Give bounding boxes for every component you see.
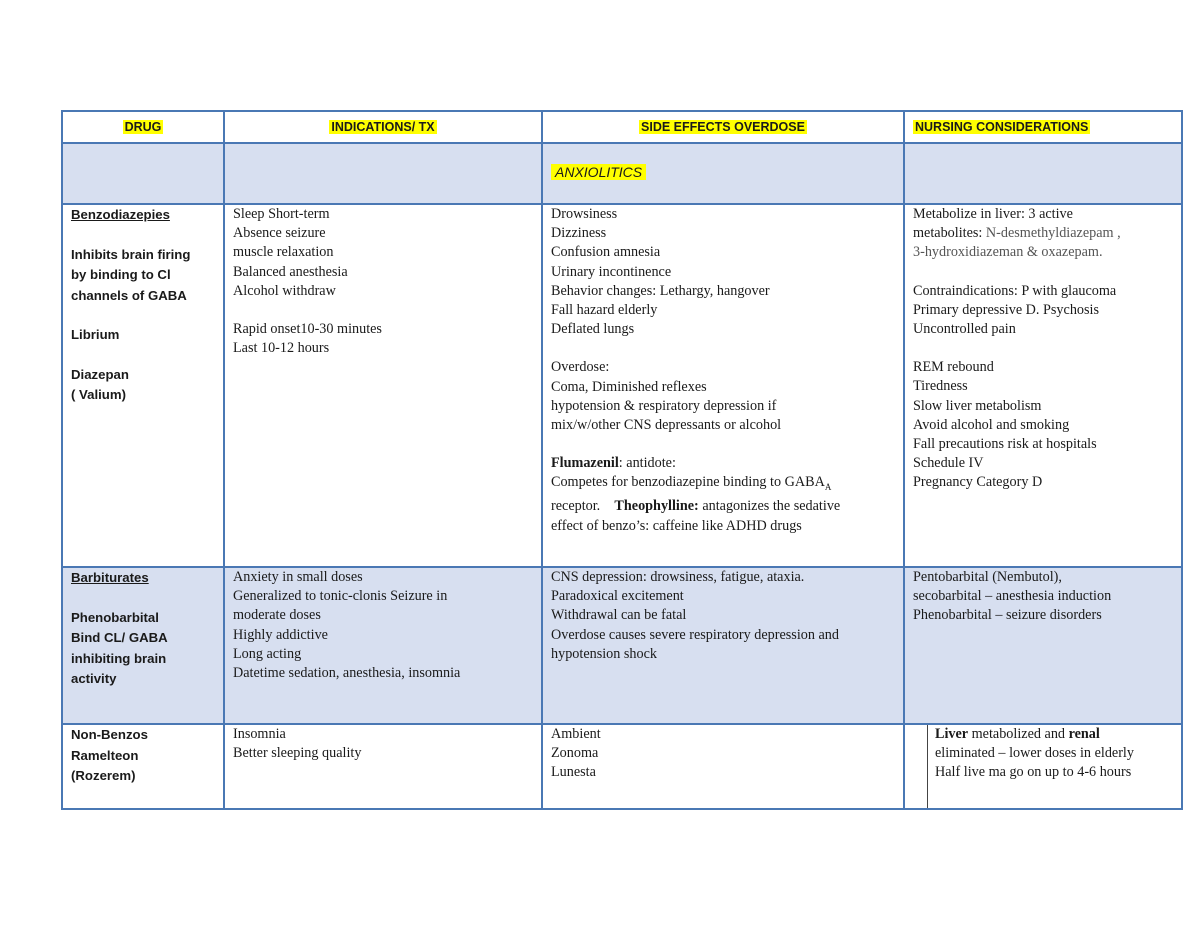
benzo-nursing-line: Avoid alcohol and smoking: [913, 416, 1070, 433]
nonbenzo-side-effect: Ambient: [551, 726, 601, 742]
barbs-nursing-cell: [904, 567, 1182, 724]
header-nursing: [904, 111, 1182, 143]
barbs-side-effect: hypotension shock: [551, 645, 658, 662]
benzo-nursing-line: Uncontrolled pain: [913, 321, 1016, 338]
benzo-drug-line: by binding to Cl: [71, 267, 171, 282]
barbs-indication: Highly addictive: [233, 626, 328, 643]
receptor-line: [551, 497, 895, 516]
flumazenil-text: : antidote:: [618, 455, 676, 472]
benzo-side-effect: Overdose:: [551, 359, 610, 376]
barbs-side-effect: Overdose causes severe respiratory depression and: [551, 626, 839, 643]
barbs-drug-line: inhibiting brain: [71, 650, 167, 666]
nonbenzo-drug-line: (Rozerem): [71, 768, 136, 783]
band-cell-3: [542, 143, 904, 204]
benzo-nursing-line: 3-hydroxidiazeman & oxazepam.: [913, 244, 1103, 261]
benzo-side-effect: hypotension & respiratory depression if: [551, 397, 777, 414]
competes-line: [551, 473, 895, 497]
flumazenil-label: Flumazenil: [551, 455, 619, 472]
barbs-drug-line: [71, 589, 215, 608]
barbs-drug-line: Bind CL/ GABA: [71, 630, 168, 645]
benzo-nursing-line: [913, 224, 1173, 243]
barbs-side-effect: CNS depression: drowsiness, fatigue, ataxia.: [551, 569, 805, 585]
section-band-row: [62, 143, 1182, 204]
table-row-non-benzos: [62, 724, 1182, 809]
competes-text: Competes for benzodiazepine binding to GABA: [551, 474, 825, 491]
table-row-barbiturates: [62, 567, 1182, 724]
benzo-drug-line: Librium: [71, 327, 120, 342]
theophylline-label: Theophylline:: [614, 498, 699, 515]
benzo-drug-line: Benzodiazepies: [71, 207, 170, 222]
nonbenzo-drug-line: Ramelteon: [71, 747, 139, 763]
table-row-benzodiazepines: [62, 204, 1182, 567]
header-row: [62, 111, 1182, 143]
header-nursing-label: NURSING CONSIDERATIONS: [915, 120, 1089, 134]
benzo-drug-line: Diazepan: [71, 366, 129, 382]
barbs-indication: moderate doses: [233, 607, 321, 624]
barbs-side-effects-cell: [542, 567, 904, 724]
nonbenzo-nursing-cell: [904, 724, 1182, 809]
metabolites-label: metabolites:: [913, 225, 986, 242]
nonbenzo-side-effects-cell: [542, 724, 904, 809]
barbs-indication: Long acting: [233, 645, 302, 662]
benzo-side-effect: mix/w/other CNS depressants or alcohol: [551, 417, 782, 434]
benzo-indication: [233, 301, 533, 320]
band-cell-2: [224, 143, 542, 204]
barbs-indications-cell: [224, 567, 542, 724]
barbs-drug-line: Phenobarbital: [71, 609, 159, 625]
nonbenzo-indication: Insomnia: [233, 726, 286, 742]
benzo-indication: Rapid onset10-30 minutes: [233, 321, 382, 338]
gaba-subscript: A: [824, 482, 832, 493]
benzo-indication: Absence seizure: [233, 225, 326, 242]
benzo-nursing-line: Slow liver metabolism: [913, 397, 1042, 414]
renal-label: renal: [1068, 726, 1100, 742]
nonbenzo-indication: Better sleeping quality: [233, 745, 362, 762]
benzo-nursing-line: REM rebound: [913, 359, 994, 376]
barbs-indication: Datetime sedation, anesthesia, insomnia: [233, 665, 461, 682]
benzo-side-effect: [551, 339, 895, 358]
benzo-nursing-line: Metabolize in liver: 3 active: [913, 206, 1073, 222]
nonbenzo-indications-cell: [224, 724, 542, 809]
benzo-side-effect: Drowsiness: [551, 206, 618, 222]
nonbenzo-side-effect: Zonoma: [551, 745, 599, 762]
flumazenil-line: [551, 454, 895, 473]
barbs-nursing-line: Phenobarbital – seizure disorders: [913, 607, 1102, 624]
benzo-indication: Balanced anesthesia: [233, 263, 348, 280]
benzo-side-effect: Dizziness: [551, 225, 607, 242]
header-indications: [224, 111, 542, 143]
benzo-indication: Sleep Short-term: [233, 206, 330, 222]
benzo-side-effects-cell: [542, 204, 904, 567]
benzo-drug-line: [71, 226, 215, 245]
benzo-drug-line: Inhibits brain firing: [71, 246, 191, 262]
header-side-effects: [542, 111, 904, 143]
header-side-effects-label: SIDE EFFECTS OVERDOSE: [641, 120, 805, 134]
benzo-side-effect: Fall hazard elderly: [551, 302, 658, 319]
drug-table: [61, 110, 1183, 810]
barbs-side-effect: Paradoxical excitement: [551, 588, 684, 605]
benzo-nursing-line: [913, 339, 1173, 358]
benzo-nursing-line: Fall precautions risk at hospitals: [913, 436, 1097, 453]
benzo-side-effect: Behavior changes: Lethargy, hangover: [551, 282, 770, 299]
barbs-nursing-line: Pentobarbital (Nembutol),: [913, 569, 1062, 585]
nonbenzo-nursing-line: Half live ma go on up to 4-6 hours: [935, 764, 1132, 781]
benzo-drug-line: ( Valium): [71, 387, 126, 402]
barbs-drug-cell: [62, 567, 224, 724]
benzo-nursing-line: Tiredness: [913, 378, 968, 395]
header-drug: [62, 111, 224, 143]
nonbenzo-drug-cell: [62, 724, 224, 809]
header-drug-label: DRUG: [124, 120, 162, 134]
nonbenzo-nursing-line: eliminated – lower doses in elderly: [935, 745, 1134, 762]
barbs-drug-line: activity: [71, 671, 117, 686]
benzo-indication: Alcohol withdraw: [233, 282, 336, 299]
benzo-side-effect: Deflated lungs: [551, 321, 635, 338]
benzo-side-effect: Confusion amnesia: [551, 244, 661, 261]
metabolized-text: metabolized and: [968, 726, 1069, 742]
metabolite-name: N-desmethyldiazepam ,: [985, 225, 1121, 242]
barbs-indication: Generalized to tonic-clonis Seizure in: [233, 588, 448, 605]
benzo-drug-line: channels of GABA: [71, 287, 187, 303]
benzo-nursing-line: Pregnancy Category D: [913, 474, 1043, 491]
liver-label: Liver: [935, 726, 969, 742]
section-title-anxiolytics: ANXIOLITICS: [551, 164, 646, 180]
band-cell-4: [904, 143, 1182, 204]
nonbenzo-nursing-line: [935, 725, 1173, 744]
benzo-nursing-line: Contraindications: P with glaucoma: [913, 282, 1117, 299]
barbs-indication: Anxiety in small doses: [233, 569, 363, 585]
header-indications-label: INDICATIONS/ TX: [331, 120, 435, 134]
benzo-side-effect: Coma, Diminished reflexes: [551, 378, 707, 395]
benzo-nursing-line: Primary depressive D. Psychosis: [913, 301, 1099, 318]
benzo-side-effect: [551, 435, 895, 454]
benzo-side-effect: Urinary incontinence: [551, 263, 672, 280]
receptor-text: receptor.: [551, 498, 601, 515]
barbs-side-effect: Withdrawal can be fatal: [551, 607, 687, 624]
benzo-indications-cell: [224, 204, 542, 567]
benzo-drug-line: [71, 346, 215, 365]
benzo-drug-cell: [62, 204, 224, 567]
cell-divider-line: [927, 725, 928, 808]
benzo-nursing-cell: [904, 204, 1182, 567]
band-cell-1: [62, 143, 224, 204]
benzo-drug-line: [71, 306, 215, 325]
benzo-nursing-line: Schedule IV: [913, 455, 984, 472]
barbs-nursing-line: secobarbital – anesthesia induction: [913, 588, 1112, 605]
barbs-drug-line: Barbiturates: [71, 570, 149, 585]
theophylline-text: antagonizes the sedative: [698, 498, 841, 515]
benzo-indication: muscle relaxation: [233, 244, 334, 261]
benzo-side-effect: effect of benzo’s: caffeine like ADHD drugs: [551, 517, 802, 534]
benzo-indication: Last 10-12 hours: [233, 340, 330, 357]
benzo-nursing-line: [913, 263, 1173, 282]
nonbenzo-side-effect: Lunesta: [551, 764, 596, 781]
nonbenzo-drug-line: Non-Benzos: [71, 727, 148, 742]
